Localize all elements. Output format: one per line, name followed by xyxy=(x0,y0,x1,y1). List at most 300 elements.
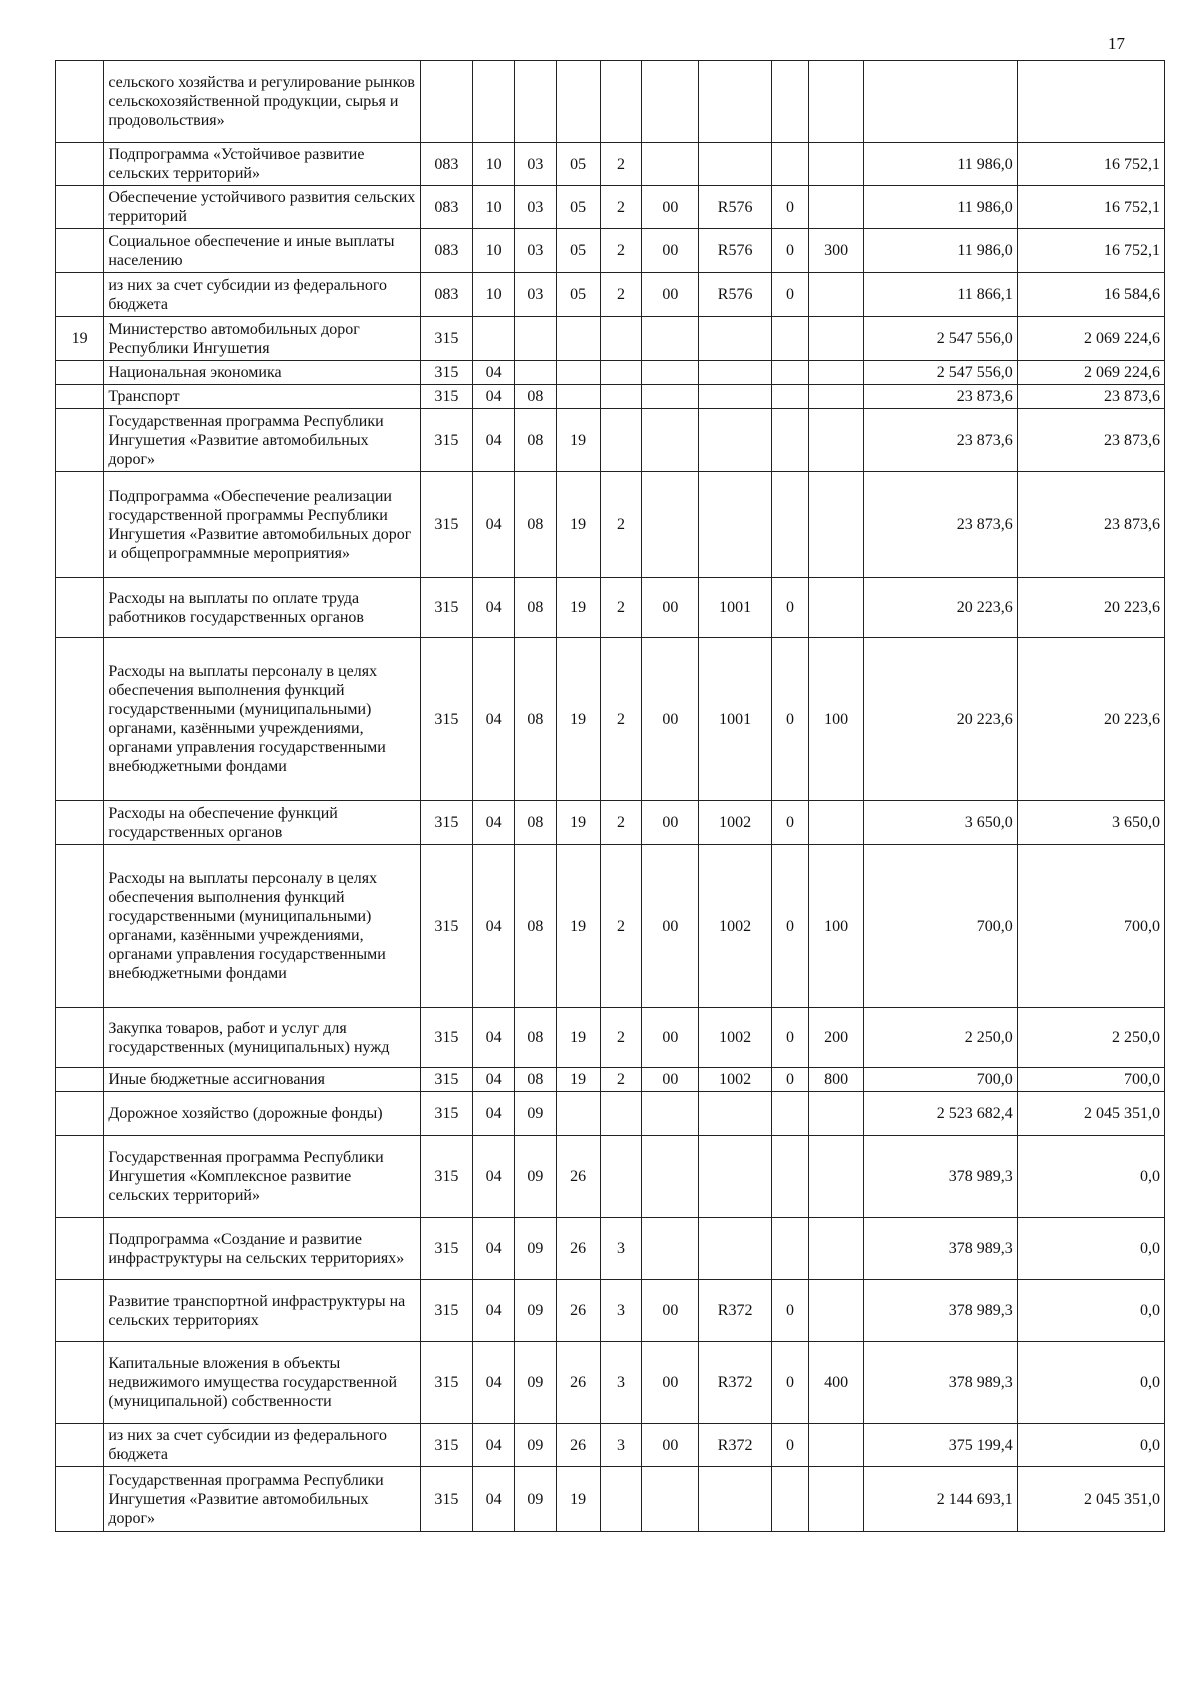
cell-ministry: 315 xyxy=(420,472,473,578)
cell-no xyxy=(56,385,104,409)
cell-ministry xyxy=(420,61,473,143)
cell-name: из них за счет субсидии из федерального бюджета xyxy=(104,273,420,317)
cell-amount-2: 2 045 351,0 xyxy=(1017,1092,1164,1136)
cell-expense-sub: 0 xyxy=(771,578,808,638)
cell-direction: 00 xyxy=(642,1424,699,1467)
cell-amount-2: 23 873,6 xyxy=(1017,472,1164,578)
table-row xyxy=(56,801,1165,845)
cell-ministry: 315 xyxy=(420,1342,473,1424)
cell-program: 26 xyxy=(556,1218,600,1280)
cell-expense-code: R576 xyxy=(699,186,771,229)
cell-program xyxy=(556,385,600,409)
cell-expense-code: R372 xyxy=(699,1280,771,1342)
cell-expense-code xyxy=(699,472,771,578)
cell-amount-1: 2 523 682,4 xyxy=(864,1092,1018,1136)
table-row xyxy=(56,229,1165,273)
cell-expense-sub: 0 xyxy=(771,1342,808,1424)
cell-ministry: 315 xyxy=(420,1068,473,1092)
cell-program: 19 xyxy=(556,845,600,1008)
cell-amount-2: 0,0 xyxy=(1017,1218,1164,1280)
cell-name: Иные бюджетные ассигнования xyxy=(104,1068,420,1092)
cell-program: 19 xyxy=(556,1008,600,1068)
cell-section xyxy=(473,61,515,143)
cell-direction xyxy=(642,1218,699,1280)
cell-no xyxy=(56,273,104,317)
cell-expense-code: R576 xyxy=(699,229,771,273)
cell-name: Государственная программа Республики Ингушетия «Комплексное развитие сельских территорий» xyxy=(104,1136,420,1218)
cell-subsection: 09 xyxy=(514,1136,556,1218)
cell-no xyxy=(56,143,104,186)
cell-amount-2: 2 250,0 xyxy=(1017,1008,1164,1068)
table-row xyxy=(56,61,1165,143)
table-row xyxy=(56,1218,1165,1280)
cell-direction: 00 xyxy=(642,273,699,317)
cell-direction xyxy=(642,61,699,143)
cell-program: 05 xyxy=(556,143,600,186)
cell-subprogram: 3 xyxy=(600,1342,642,1424)
cell-direction: 00 xyxy=(642,1342,699,1424)
cell-expense-code xyxy=(699,1136,771,1218)
cell-expense-sub xyxy=(771,385,808,409)
cell-subsection xyxy=(514,317,556,361)
cell-name: Подпрограмма «Устойчивое развитие сельских территорий» xyxy=(104,143,420,186)
cell-kind: 100 xyxy=(809,638,864,801)
cell-amount-1: 20 223,6 xyxy=(864,578,1018,638)
cell-section xyxy=(473,317,515,361)
cell-subprogram: 2 xyxy=(600,801,642,845)
cell-no xyxy=(56,472,104,578)
cell-kind xyxy=(809,385,864,409)
cell-ministry: 083 xyxy=(420,229,473,273)
cell-direction xyxy=(642,409,699,472)
cell-amount-2: 16 752,1 xyxy=(1017,186,1164,229)
cell-kind xyxy=(809,1218,864,1280)
cell-section: 10 xyxy=(473,143,515,186)
cell-ministry: 083 xyxy=(420,186,473,229)
cell-expense-code xyxy=(699,361,771,385)
cell-expense-code: 1002 xyxy=(699,1068,771,1092)
cell-program xyxy=(556,317,600,361)
cell-direction: 00 xyxy=(642,1280,699,1342)
page-number: 17 xyxy=(1108,34,1125,53)
cell-direction xyxy=(642,1092,699,1136)
cell-section: 04 xyxy=(473,845,515,1008)
cell-name: из них за счет субсидии из федерального бюджета xyxy=(104,1424,420,1467)
cell-amount-2: 23 873,6 xyxy=(1017,385,1164,409)
cell-amount-2: 2 069 224,6 xyxy=(1017,317,1164,361)
cell-amount-2: 0,0 xyxy=(1017,1280,1164,1342)
cell-subprogram xyxy=(600,1136,642,1218)
cell-direction: 00 xyxy=(642,578,699,638)
cell-subsection: 03 xyxy=(514,143,556,186)
cell-amount-1: 23 873,6 xyxy=(864,385,1018,409)
cell-program: 26 xyxy=(556,1280,600,1342)
cell-subprogram: 2 xyxy=(600,578,642,638)
cell-kind xyxy=(809,61,864,143)
table-row xyxy=(56,186,1165,229)
cell-subsection: 08 xyxy=(514,1008,556,1068)
cell-kind xyxy=(809,1467,864,1532)
cell-amount-2: 0,0 xyxy=(1017,1424,1164,1467)
cell-amount-2 xyxy=(1017,61,1164,143)
cell-amount-2: 16 752,1 xyxy=(1017,143,1164,186)
cell-subsection: 08 xyxy=(514,801,556,845)
cell-amount-1: 375 199,4 xyxy=(864,1424,1018,1467)
cell-name: Транспорт xyxy=(104,385,420,409)
cell-section: 10 xyxy=(473,229,515,273)
cell-expense-sub: 0 xyxy=(771,186,808,229)
cell-no xyxy=(56,801,104,845)
cell-amount-1: 11 866,1 xyxy=(864,273,1018,317)
cell-amount-1: 11 986,0 xyxy=(864,186,1018,229)
cell-expense-code xyxy=(699,61,771,143)
cell-no xyxy=(56,1342,104,1424)
cell-subsection: 03 xyxy=(514,273,556,317)
cell-subprogram xyxy=(600,409,642,472)
cell-kind: 200 xyxy=(809,1008,864,1068)
cell-kind xyxy=(809,273,864,317)
cell-program: 26 xyxy=(556,1342,600,1424)
table-row xyxy=(56,143,1165,186)
cell-direction: 00 xyxy=(642,1068,699,1092)
cell-kind xyxy=(809,472,864,578)
cell-no xyxy=(56,1136,104,1218)
table-row xyxy=(56,1342,1165,1424)
cell-kind xyxy=(809,143,864,186)
cell-amount-2: 2 045 351,0 xyxy=(1017,1467,1164,1532)
cell-subprogram: 2 xyxy=(600,186,642,229)
cell-kind: 400 xyxy=(809,1342,864,1424)
cell-expense-code xyxy=(699,317,771,361)
cell-expense-sub: 0 xyxy=(771,1280,808,1342)
cell-amount-1: 378 989,3 xyxy=(864,1218,1018,1280)
cell-subsection: 08 xyxy=(514,638,556,801)
cell-no xyxy=(56,1092,104,1136)
cell-amount-2: 16 752,1 xyxy=(1017,229,1164,273)
cell-name: Подпрограмма «Создание и развитие инфраструктуры на сельских территориях» xyxy=(104,1218,420,1280)
cell-no xyxy=(56,1467,104,1532)
cell-name: Социальное обеспечение и иные выплаты населению xyxy=(104,229,420,273)
cell-subsection: 08 xyxy=(514,385,556,409)
cell-direction: 00 xyxy=(642,845,699,1008)
cell-expense-sub: 0 xyxy=(771,1424,808,1467)
cell-subsection xyxy=(514,61,556,143)
cell-ministry: 315 xyxy=(420,638,473,801)
cell-no xyxy=(56,638,104,801)
cell-program: 19 xyxy=(556,409,600,472)
cell-ministry: 315 xyxy=(420,801,473,845)
cell-section: 04 xyxy=(473,472,515,578)
cell-amount-1 xyxy=(864,61,1018,143)
cell-kind xyxy=(809,578,864,638)
table-row xyxy=(56,1068,1165,1092)
cell-amount-2: 16 584,6 xyxy=(1017,273,1164,317)
cell-direction: 00 xyxy=(642,801,699,845)
cell-direction xyxy=(642,143,699,186)
cell-section: 04 xyxy=(473,361,515,385)
cell-expense-sub: 0 xyxy=(771,638,808,801)
cell-no xyxy=(56,409,104,472)
table-row xyxy=(56,845,1165,1008)
cell-ministry: 315 xyxy=(420,1280,473,1342)
cell-subsection: 09 xyxy=(514,1280,556,1342)
table-row xyxy=(56,385,1165,409)
cell-direction xyxy=(642,385,699,409)
table-row xyxy=(56,472,1165,578)
cell-expense-code: R372 xyxy=(699,1342,771,1424)
cell-kind xyxy=(809,1280,864,1342)
cell-no xyxy=(56,361,104,385)
cell-section: 04 xyxy=(473,1136,515,1218)
cell-kind: 100 xyxy=(809,845,864,1008)
cell-amount-2: 0,0 xyxy=(1017,1136,1164,1218)
cell-section: 04 xyxy=(473,1342,515,1424)
cell-direction xyxy=(642,1467,699,1532)
cell-subsection: 09 xyxy=(514,1467,556,1532)
cell-ministry: 315 xyxy=(420,1424,473,1467)
cell-expense-sub: 0 xyxy=(771,1008,808,1068)
cell-program: 19 xyxy=(556,578,600,638)
cell-expense-sub xyxy=(771,1467,808,1532)
cell-name: Министерство автомобильных дорог Республики Ингушетия xyxy=(104,317,420,361)
cell-name: Капитальные вложения в объекты недвижимого имущества государственной (муниципальной) собственности xyxy=(104,1342,420,1424)
cell-subprogram xyxy=(600,61,642,143)
cell-ministry: 315 xyxy=(420,1136,473,1218)
cell-amount-1: 378 989,3 xyxy=(864,1342,1018,1424)
cell-program: 05 xyxy=(556,273,600,317)
cell-program: 19 xyxy=(556,1467,600,1532)
cell-no xyxy=(56,845,104,1008)
cell-expense-code: 1001 xyxy=(699,578,771,638)
cell-ministry: 315 xyxy=(420,578,473,638)
cell-subprogram: 2 xyxy=(600,472,642,578)
cell-subprogram xyxy=(600,317,642,361)
cell-name: Закупка товаров, работ и услуг для государственных (муниципальных) нужд xyxy=(104,1008,420,1068)
cell-kind xyxy=(809,801,864,845)
cell-expense-sub xyxy=(771,1218,808,1280)
cell-no xyxy=(56,1068,104,1092)
cell-ministry: 315 xyxy=(420,317,473,361)
cell-program: 26 xyxy=(556,1424,600,1467)
cell-kind xyxy=(809,1136,864,1218)
cell-no xyxy=(56,186,104,229)
cell-subprogram: 2 xyxy=(600,229,642,273)
cell-program xyxy=(556,1092,600,1136)
cell-subprogram: 2 xyxy=(600,638,642,801)
table-row xyxy=(56,1092,1165,1136)
cell-amount-1: 2 547 556,0 xyxy=(864,317,1018,361)
cell-expense-code xyxy=(699,1218,771,1280)
cell-subsection xyxy=(514,361,556,385)
cell-program: 26 xyxy=(556,1136,600,1218)
table-row xyxy=(56,273,1165,317)
cell-expense-code xyxy=(699,1467,771,1532)
cell-subprogram xyxy=(600,1467,642,1532)
cell-subprogram xyxy=(600,1092,642,1136)
cell-subprogram: 3 xyxy=(600,1424,642,1467)
cell-expense-sub: 0 xyxy=(771,801,808,845)
cell-amount-1: 23 873,6 xyxy=(864,472,1018,578)
cell-expense-code xyxy=(699,1092,771,1136)
cell-amount-1: 2 250,0 xyxy=(864,1008,1018,1068)
cell-subprogram: 2 xyxy=(600,1008,642,1068)
cell-no xyxy=(56,1280,104,1342)
cell-amount-1: 700,0 xyxy=(864,845,1018,1008)
table-row xyxy=(56,638,1165,801)
cell-expense-code: 1002 xyxy=(699,1008,771,1068)
cell-amount-1: 11 986,0 xyxy=(864,229,1018,273)
cell-subsection: 09 xyxy=(514,1342,556,1424)
cell-section: 04 xyxy=(473,1092,515,1136)
cell-ministry: 083 xyxy=(420,143,473,186)
cell-name: Государственная программа Республики Ингушетия «Развитие автомобильных дорог» xyxy=(104,409,420,472)
table-row xyxy=(56,1136,1165,1218)
cell-name: Государственная программа Республики Ингушетия «Развитие автомобильных дорог» xyxy=(104,1467,420,1532)
cell-subprogram: 2 xyxy=(600,273,642,317)
cell-ministry: 315 xyxy=(420,1467,473,1532)
cell-kind xyxy=(809,317,864,361)
cell-expense-sub xyxy=(771,472,808,578)
cell-direction: 00 xyxy=(642,638,699,801)
cell-subsection: 09 xyxy=(514,1424,556,1467)
cell-expense-sub: 0 xyxy=(771,229,808,273)
cell-expense-sub xyxy=(771,1092,808,1136)
cell-subprogram: 2 xyxy=(600,845,642,1008)
cell-ministry: 083 xyxy=(420,273,473,317)
cell-subsection: 03 xyxy=(514,186,556,229)
cell-program: 19 xyxy=(556,638,600,801)
cell-no xyxy=(56,1218,104,1280)
cell-program: 05 xyxy=(556,186,600,229)
cell-name: Дорожное хозяйство (дорожные фонды) xyxy=(104,1092,420,1136)
cell-subprogram: 3 xyxy=(600,1218,642,1280)
cell-subprogram: 3 xyxy=(600,1280,642,1342)
cell-amount-1: 378 989,3 xyxy=(864,1136,1018,1218)
table-row xyxy=(56,1280,1165,1342)
cell-direction xyxy=(642,361,699,385)
cell-amount-1: 2 144 693,1 xyxy=(864,1467,1018,1532)
cell-name: Расходы на обеспечение функций государственных органов xyxy=(104,801,420,845)
cell-no xyxy=(56,61,104,143)
cell-expense-code: 1001 xyxy=(699,638,771,801)
cell-amount-1: 23 873,6 xyxy=(864,409,1018,472)
cell-name: Расходы на выплаты персоналу в целях обеспечения выполнения функций государственными (муниципальными) органами, казёнными учреждениями, органами управления государственными внебюджетными фондами xyxy=(104,845,420,1008)
cell-expense-sub xyxy=(771,317,808,361)
cell-subsection: 09 xyxy=(514,1092,556,1136)
cell-program: 19 xyxy=(556,801,600,845)
table-row xyxy=(56,317,1165,361)
cell-expense-code: R372 xyxy=(699,1424,771,1467)
cell-kind xyxy=(809,1092,864,1136)
cell-section: 04 xyxy=(473,1008,515,1068)
table-row xyxy=(56,1467,1165,1532)
cell-expense-sub xyxy=(771,361,808,385)
cell-program: 19 xyxy=(556,472,600,578)
cell-section: 10 xyxy=(473,186,515,229)
cell-kind xyxy=(809,1424,864,1467)
cell-subsection: 08 xyxy=(514,1068,556,1092)
cell-section: 04 xyxy=(473,1424,515,1467)
cell-section: 04 xyxy=(473,385,515,409)
cell-kind xyxy=(809,409,864,472)
table-row xyxy=(56,1424,1165,1467)
cell-program: 05 xyxy=(556,229,600,273)
cell-kind: 300 xyxy=(809,229,864,273)
cell-ministry: 315 xyxy=(420,385,473,409)
cell-amount-2: 3 650,0 xyxy=(1017,801,1164,845)
cell-section: 04 xyxy=(473,638,515,801)
cell-subsection: 03 xyxy=(514,229,556,273)
cell-direction: 00 xyxy=(642,186,699,229)
cell-name: Расходы на выплаты по оплате труда работников государственных органов xyxy=(104,578,420,638)
cell-section: 10 xyxy=(473,273,515,317)
cell-expense-sub xyxy=(771,61,808,143)
cell-expense-sub: 0 xyxy=(771,273,808,317)
cell-section: 04 xyxy=(473,801,515,845)
cell-name: Развитие транспортной инфраструктуры на сельских территориях xyxy=(104,1280,420,1342)
cell-expense-code xyxy=(699,385,771,409)
cell-amount-2: 2 069 224,6 xyxy=(1017,361,1164,385)
cell-subsection: 08 xyxy=(514,409,556,472)
cell-no: 19 xyxy=(56,317,104,361)
cell-direction: 00 xyxy=(642,229,699,273)
cell-amount-1: 378 989,3 xyxy=(864,1280,1018,1342)
table-row xyxy=(56,409,1165,472)
cell-direction xyxy=(642,472,699,578)
cell-expense-sub xyxy=(771,1136,808,1218)
cell-expense-code xyxy=(699,409,771,472)
cell-subprogram: 2 xyxy=(600,1068,642,1092)
cell-amount-1: 3 650,0 xyxy=(864,801,1018,845)
budget-table xyxy=(55,60,1165,1532)
cell-program xyxy=(556,361,600,385)
cell-direction: 00 xyxy=(642,1008,699,1068)
cell-expense-code xyxy=(699,143,771,186)
cell-expense-code: 1002 xyxy=(699,801,771,845)
cell-subprogram xyxy=(600,361,642,385)
cell-section: 04 xyxy=(473,1068,515,1092)
cell-subsection: 08 xyxy=(514,845,556,1008)
cell-expense-code: R576 xyxy=(699,273,771,317)
cell-expense-sub: 0 xyxy=(771,1068,808,1092)
cell-amount-2: 700,0 xyxy=(1017,845,1164,1008)
cell-expense-code: 1002 xyxy=(699,845,771,1008)
cell-subprogram xyxy=(600,385,642,409)
cell-subprogram: 2 xyxy=(600,143,642,186)
cell-name: сельского хозяйства и регулирование рынков сельскохозяйственной продукции, сырья и продовольствия» xyxy=(104,61,420,143)
cell-expense-sub: 0 xyxy=(771,845,808,1008)
cell-expense-sub xyxy=(771,409,808,472)
cell-ministry: 315 xyxy=(420,845,473,1008)
cell-direction xyxy=(642,1136,699,1218)
table-row xyxy=(56,361,1165,385)
cell-program: 19 xyxy=(556,1068,600,1092)
cell-name: Обеспечение устойчивого развития сельских территорий xyxy=(104,186,420,229)
cell-amount-2: 23 873,6 xyxy=(1017,409,1164,472)
cell-subsection: 09 xyxy=(514,1218,556,1280)
cell-name: Расходы на выплаты персоналу в целях обеспечения выполнения функций государственными (муниципальными) органами, казёнными учреждениями, органами управления государственными внебюджетными фондами xyxy=(104,638,420,801)
cell-amount-1: 2 547 556,0 xyxy=(864,361,1018,385)
table-row xyxy=(56,578,1165,638)
cell-expense-sub xyxy=(771,143,808,186)
cell-amount-1: 11 986,0 xyxy=(864,143,1018,186)
cell-no xyxy=(56,578,104,638)
cell-no xyxy=(56,1008,104,1068)
table-row xyxy=(56,1008,1165,1068)
cell-kind: 800 xyxy=(809,1068,864,1092)
cell-ministry: 315 xyxy=(420,1092,473,1136)
cell-section: 04 xyxy=(473,409,515,472)
